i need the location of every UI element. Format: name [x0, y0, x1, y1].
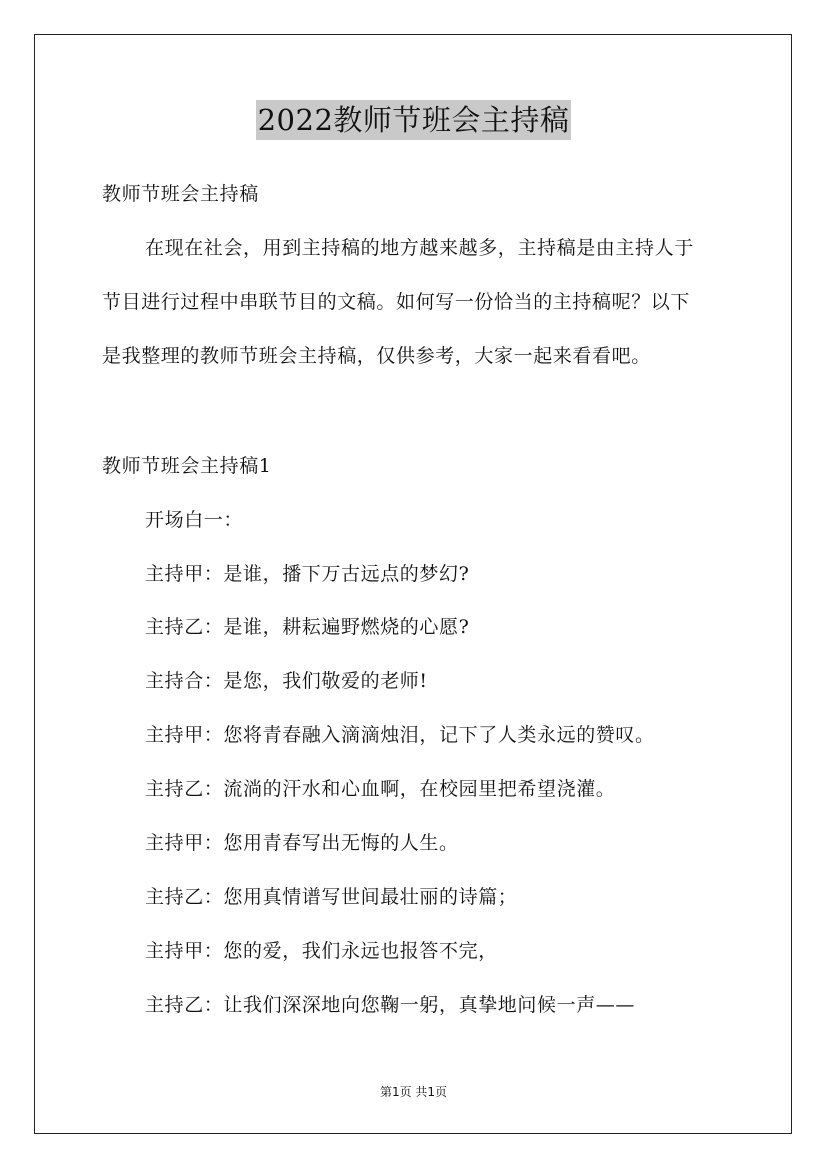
script-line: 主持乙：是谁，耕耘遍野燃烧的心愿? — [145, 616, 470, 638]
script-line: 主持合：是您，我们敬爱的老师! — [145, 670, 428, 692]
section-heading: 教师节班会主持稿 — [102, 183, 259, 205]
script-line: 主持乙：让我们深深地向您鞠一躬，真挚地问候一声—— — [145, 994, 636, 1016]
intro-line: 在现在社会，用到主持稿的地方越来越多，主持稿是由主持人于 — [145, 237, 694, 259]
script-line: 主持乙：您用真情谱写世间最壮丽的诗篇； — [145, 886, 518, 908]
intro-line: 节目进行过程中串联节目的文稿。如何写一份恰当的主持稿呢？以下 — [102, 291, 691, 313]
script-line: 主持甲：您用青春写出无悔的人生。 — [145, 832, 459, 854]
script-line: 开场白一： — [145, 509, 244, 531]
script-line: 主持甲：是谁，播下万古远点的梦幻? — [145, 563, 470, 585]
document-title: 2022教师节班会主持稿 — [256, 100, 572, 140]
script-line: 主持甲：您的爱，我们永远也报答不完， — [145, 940, 498, 962]
intro-line: 是我整理的教师节班会主持稿，仅供参考，大家一起来看看吧。 — [102, 345, 651, 367]
script-line: 主持乙：流淌的汗水和心血啊，在校园里把希望浇灌。 — [145, 778, 616, 800]
script-line: 主持甲：您将青春融入滴滴烛泪，记下了人类永远的赞叹。 — [145, 724, 655, 746]
section-heading: 教师节班会主持稿1 — [102, 455, 272, 477]
title-container — [0, 100, 827, 140]
page-footer: 第1页 共1页 — [379, 1085, 448, 1099]
